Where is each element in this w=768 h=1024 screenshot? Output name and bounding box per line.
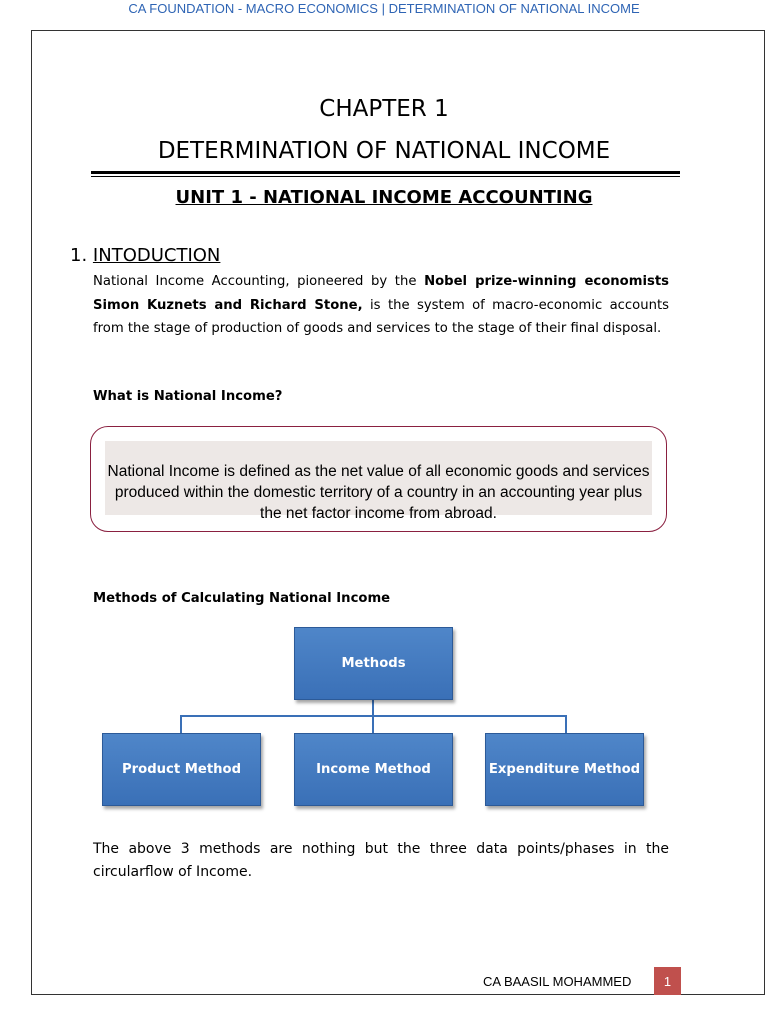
section-heading <box>70 244 220 268</box>
unit-title: UNIT 1 - NATIONAL INCOME ACCOUNTING <box>175 187 593 208</box>
footer-author: CA BAASIL MOHAMMED <box>483 974 632 989</box>
methods-heading: Methods of Calculating National Income <box>93 591 391 606</box>
income-method-box: Income Method <box>294 733 453 806</box>
section-title: INTODUCTION <box>92 245 221 266</box>
chapter-title: DETERMINATION OF NATIONAL INCOME <box>157 138 611 164</box>
question-heading: What is National Income? <box>93 389 283 404</box>
methods-root-box: Methods <box>294 627 453 700</box>
connector-right-drop <box>565 715 567 733</box>
intro-text-start: National Income Accounting, pioneered by the <box>93 274 425 289</box>
expenditure-method-box: Expenditure Method <box>485 733 644 806</box>
section-number: 1. <box>70 245 88 266</box>
definition-text: National Income is defined as the net value of all economic goods and services produced within the domestic territory of a country in an accounting year plus the net factor income from abroad. <box>107 463 650 522</box>
page-number-badge: 1 <box>654 967 681 995</box>
closing-paragraph: The above 3 methods are nothing but the three data points/phases in the circularflow of Income. <box>93 841 669 880</box>
connector-root-stem <box>372 700 374 716</box>
connector-mid-drop <box>372 715 374 733</box>
product-method-box: Product Method <box>102 733 261 806</box>
connector-left-drop <box>180 715 182 733</box>
intro-bold-economists: Nobel prize-winning economists Simon Kuznets and Richard Stone, <box>93 274 669 313</box>
chapter-number: CHAPTER 1 <box>319 96 449 122</box>
intro-paragraph <box>93 270 669 341</box>
definition-callout <box>90 426 667 532</box>
running-header: CA FOUNDATION - MACRO ECONOMICS | DETERMINATION OF NATIONAL INCOME <box>128 1 640 16</box>
intro-text-end: is the system of macro-economic accounts from the stage of production of goods and services to the stage of their final disposal. <box>93 297 669 336</box>
title-divider <box>91 171 680 177</box>
definition-panel <box>105 441 652 522</box>
